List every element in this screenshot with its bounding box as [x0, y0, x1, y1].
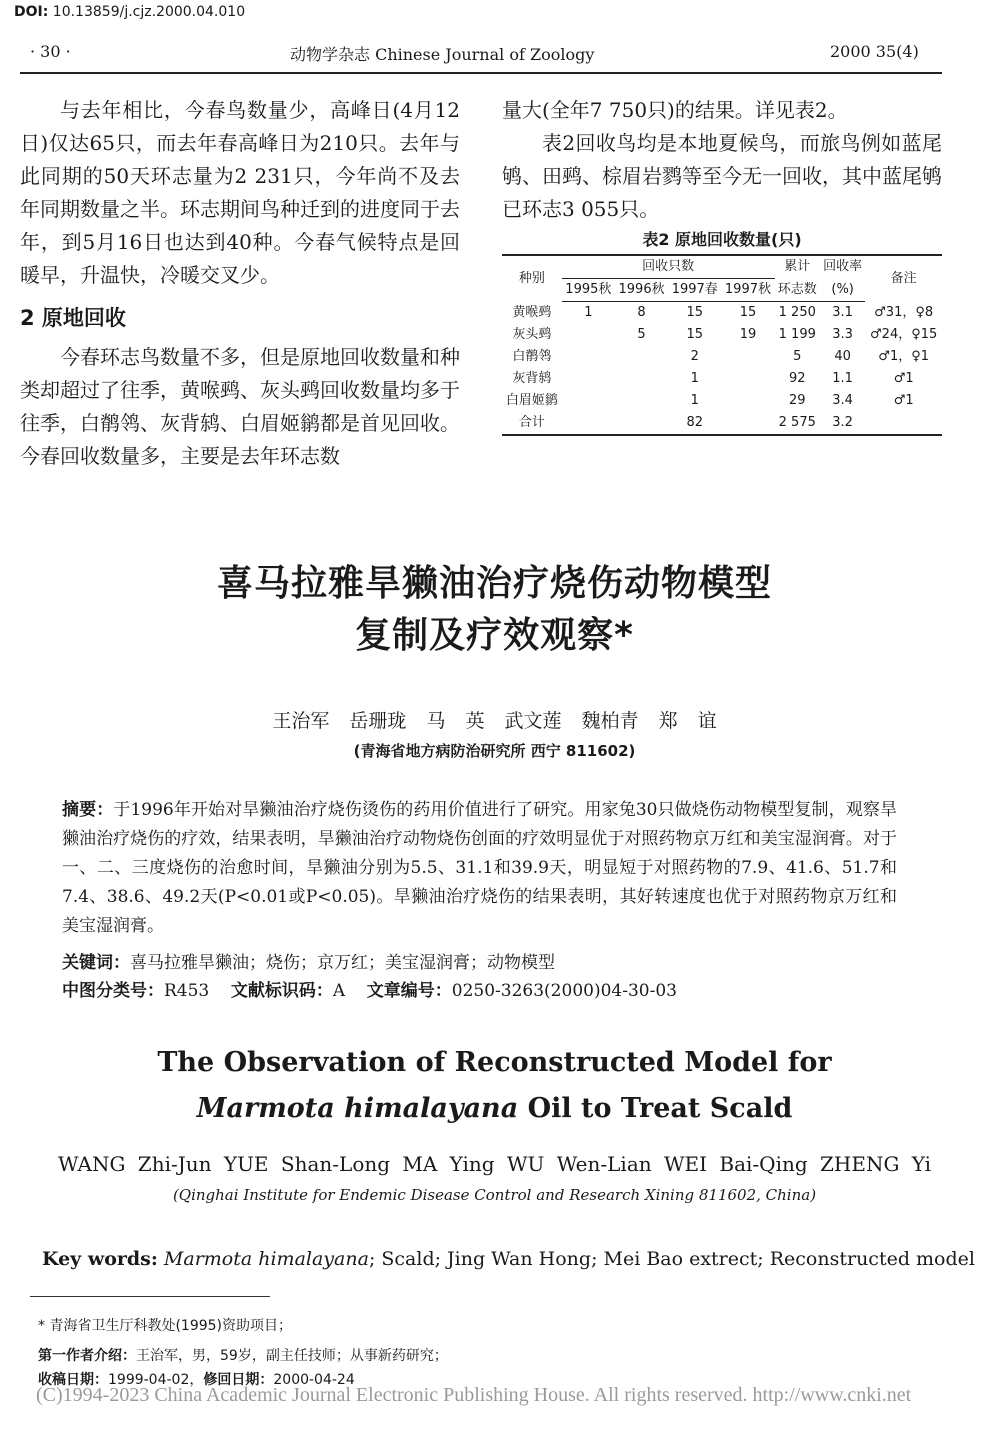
classification-line: [62, 978, 897, 1004]
table-row: [502, 368, 942, 390]
journal-name: 动物学杂志 Chinese Journal of Zoology: [290, 45, 595, 64]
doc-value: A: [332, 981, 346, 1001]
article-title-en: [0, 1040, 989, 1132]
cell-1995: [562, 390, 615, 412]
cell-total: 29: [788, 393, 806, 408]
cell-rate: 3.1: [832, 305, 853, 320]
title-en-line-2: [0, 1086, 989, 1132]
cell-1997-autumn: 19: [739, 327, 757, 342]
th-recovered: 回收只数: [562, 255, 775, 279]
header-rule: [20, 72, 942, 74]
received-label: 收稿日期：: [38, 1372, 108, 1388]
page-number: · 30 ·: [30, 42, 71, 61]
cell-1996: [615, 390, 668, 412]
table-row: [502, 324, 942, 346]
cell-species: 灰背鸫: [512, 371, 552, 386]
cell-1995: [562, 324, 615, 346]
issue-number: 2000 35(4): [830, 42, 919, 61]
cell-1996: [615, 368, 668, 390]
cell-1997-autumn: [721, 412, 774, 435]
cell-rate: 3.2: [820, 412, 865, 435]
th-remark: 备注: [865, 255, 942, 302]
footnote-rule: [30, 1296, 270, 1297]
keywords-label: 关键词：: [62, 953, 130, 973]
cell-remark: ♂24，♀15: [870, 327, 938, 342]
cell-total: 1 250: [778, 305, 816, 320]
table-row-total: [502, 412, 942, 435]
title-en-species: Marmota himalayana: [196, 1093, 519, 1124]
cell-total: 5: [793, 349, 802, 364]
th-cumulative: 累计: [775, 255, 820, 279]
keywords-en-label: Key words:: [42, 1248, 158, 1270]
title-cn-line-2: 复制及疗效观察*: [355, 615, 634, 656]
revised-date: 2000-04-24: [273, 1372, 355, 1388]
th-year: 1997秋: [721, 279, 774, 302]
cell-species: 黄喉鹀: [512, 304, 552, 320]
cell-1995: [562, 412, 615, 435]
affiliation-en: (Qinghai Institute for Endemic Disease Control and Research Xining 811602, China): [172, 1186, 817, 1204]
title-en-line-1: The Observation of Reconstructed Model for: [157, 1047, 832, 1078]
left-para-1: 与去年相比，今春鸟数量少，高峰日(4月12日)仅达65只，而去年春高峰日为210只。去年与此同期的50天环志量为2 231只，今年尚不及去年同期数量之半。环志期间鸟种迁到的进度同于去年，到5月16日也达到40种。今春气候特点是回暖早，升温快，冷暖交叉少。: [20, 98, 460, 287]
doc-label: 文献标识码：: [230, 981, 333, 1001]
cell-1995: 1: [584, 305, 593, 320]
abstract-text: 于1996年开始对旱獭油治疗烧伤烫伤的药用价值进行了研究。用家兔30只做烧伤动物模型复制，观察旱獭油治疗烧伤的疗效，结果表明，旱獭油治疗动物烧伤创面的疗效明显优于对照药物京万红和美宝湿润膏。对于一、二、三度烧伤的治愈时间，旱獭油分别为5.5、31.1和39.9天，明显短于对照药物的7.9、41.6、51.7和7.4、38.6、49.2天(P<0.01或P<0.05)。旱獭油治疗烧伤的结果表明，其好转速度也优于对照药物京万红和美宝湿润膏。: [62, 800, 897, 936]
cell-1997-spring: 82: [668, 412, 721, 435]
cell-1997-autumn: [721, 368, 774, 390]
article-no-label: 文章编号：: [366, 981, 452, 1001]
received-date: 1999-04-02，: [108, 1372, 204, 1388]
article-no-value: 0250-3263(2000)04-30-03: [451, 981, 677, 1001]
affiliation-cn: (青海省地方病防治研究所 西宁 811602): [353, 742, 636, 760]
title-en-rest: Oil to Treat Scald: [518, 1093, 793, 1124]
cell-1995: [562, 346, 615, 368]
table-row: [502, 390, 942, 412]
cell-total: 1 199: [778, 327, 816, 342]
cell-remark: ♂1，♀1: [878, 349, 930, 364]
right-para-2: 表2回收鸟均是本地夏候鸟，而旅鸟例如蓝尾鸲、田鹀、棕眉岩鹨等至今无一回收，其中蓝尾鸲已环志3 055只。: [502, 131, 942, 221]
th-year: 1997春: [668, 279, 721, 302]
cell-1997-spring: 2: [690, 349, 699, 364]
cell-species: 合计: [502, 412, 562, 435]
th-rate-2: (%): [820, 279, 865, 302]
authors-en: WANG Zhi-Jun YUE Shan-Long MA Ying WU Wen-Lian WEI Bai-Qing ZHENG Yi: [57, 1152, 932, 1176]
cell-1997-autumn: [721, 390, 774, 412]
cell-total: 92: [788, 371, 806, 386]
right-para-1: 量大(全年7 750只)的结果。详见表2。: [502, 98, 848, 122]
left-para-2: 今春环志鸟数量不多，但是原地回收数量和种类却超过了往季，黄喉鹀、灰头鹀回收数量均多于往季，白鹡鸰、灰背鸫、白眉姬鹟都是首见回收。今春回收数量多，主要是去年环志数: [20, 345, 460, 468]
cell-species: 白鹡鸰: [512, 349, 552, 364]
th-year: 1995秋: [562, 279, 615, 302]
cell-remark: ♂1: [893, 371, 914, 386]
keywords-en: [42, 1248, 975, 1270]
doi-line: [14, 4, 245, 20]
cell-total: 2 575: [775, 412, 820, 435]
doi-value: 10.13859/j.cjz.2000.04.010: [52, 4, 246, 20]
table-caption: 表2 原地回收数量(只): [642, 230, 802, 249]
cell-1997-autumn: [721, 346, 774, 368]
first-author-text: 王治军，男，59岁，副主任技师；从事新药研究；: [136, 1348, 448, 1364]
keywords-en-species: Marmota himalayana: [163, 1248, 369, 1270]
cell-1996: [615, 412, 668, 435]
doi-label: DOI:: [14, 4, 49, 20]
keywords-cn: [62, 950, 897, 976]
authors-cn: 王治军 岳珊珑 马 英 武文莲 魏柏青 郑 谊: [272, 710, 717, 732]
title-cn-line-1: 喜马拉雅旱獭油治疗烧伤动物模型: [216, 563, 772, 604]
cell-1995: [562, 368, 615, 390]
first-author-label: 第一作者介绍：: [38, 1348, 136, 1364]
cell-species: 白眉姬鹟: [505, 393, 558, 408]
article-title-cn: [0, 558, 989, 662]
keywords-text: 喜马拉雅旱獭油；烧伤；京万红；美宝湿润膏；动物模型: [130, 953, 555, 973]
recovery-table: [502, 254, 942, 436]
table-row: [502, 346, 942, 368]
cell-1996: [615, 346, 668, 368]
cell-1997-spring: 15: [686, 327, 704, 342]
th-cumulative-2: 环志数: [775, 279, 820, 302]
abstract: [62, 796, 897, 941]
cell-1997-autumn: 15: [739, 305, 757, 320]
th-rate: 回收率: [820, 255, 865, 279]
keywords-en-rest: ; Scald; Jing Wan Hong; Mei Bao extrect; Reconstructed model: [368, 1248, 975, 1270]
cell-species: 灰头鹀: [512, 327, 552, 342]
cell-remark: ♂1: [893, 393, 914, 408]
cell-1997-spring: 15: [686, 305, 704, 320]
table-row: [502, 302, 942, 325]
section-heading: 2 原地回收: [20, 306, 126, 330]
copyright-watermark: (C)1994-2023 China Academic Journal Electronic Publishing House. All rights reserved. http://www.cnki.net: [36, 1384, 912, 1406]
footnote-author: [38, 1346, 448, 1366]
cell-1996: 8: [637, 305, 646, 320]
cell-rate: 40: [834, 349, 851, 364]
cell-remark: ♂31，♀8: [874, 304, 934, 320]
revised-label: 修回日期：: [203, 1372, 274, 1388]
cell-rate: 3.3: [832, 327, 853, 342]
left-column: [20, 94, 460, 473]
th-year: 1996秋: [615, 279, 668, 302]
class-label: 中图分类号：: [62, 981, 164, 1001]
abstract-label: 摘要：: [62, 800, 114, 820]
cell-1997-spring: 1: [690, 371, 699, 386]
cell-1996: 5: [637, 327, 646, 342]
cell-rate: 3.4: [832, 393, 853, 408]
footnote-fund: * 青海省卫生厅科教处(1995)资助项目；: [38, 1318, 293, 1334]
cell-remark: [865, 412, 942, 435]
th-species: 种别: [502, 255, 562, 302]
right-column: [502, 94, 942, 436]
cell-rate: 1.1: [832, 371, 853, 386]
class-value: R453: [164, 981, 210, 1001]
cell-1997-spring: 1: [690, 393, 699, 408]
